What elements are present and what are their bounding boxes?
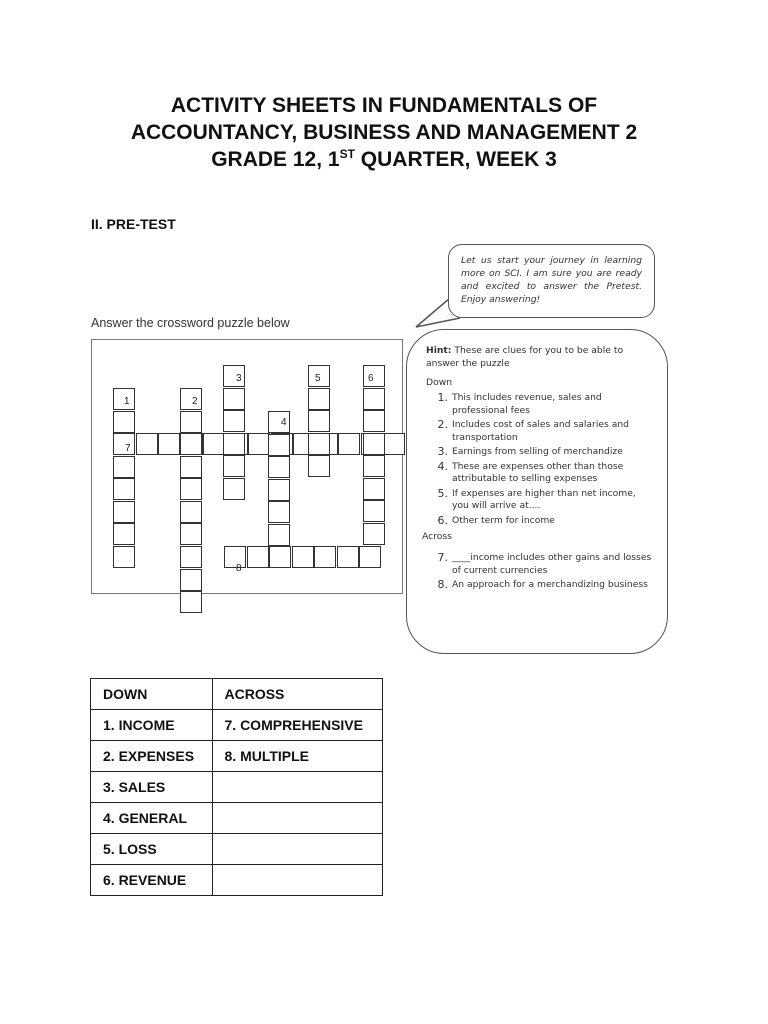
- hint-across-heading: Across: [422, 531, 452, 542]
- crossword-cell[interactable]: [248, 433, 270, 455]
- answer-table-cell: 8. MULTIPLE: [212, 741, 383, 772]
- clue-number: 7.: [437, 551, 448, 564]
- clue-item: [426, 392, 653, 417]
- answer-table-header: [91, 679, 383, 710]
- crossword-cell[interactable]: [180, 388, 202, 410]
- crossword-cell[interactable]: [268, 434, 290, 456]
- crossword-cell[interactable]: [359, 546, 381, 568]
- answer-table-row: [91, 865, 383, 896]
- clue-item: [426, 461, 653, 486]
- clue-item: [426, 419, 653, 444]
- clue-text: If expenses are higher than net income, you will arrive at....: [452, 487, 636, 511]
- answer-table-cell: [212, 834, 383, 865]
- crossword-cell[interactable]: [223, 410, 245, 432]
- crossword-clue-number: 8: [236, 563, 242, 574]
- crossword-cell[interactable]: [268, 524, 290, 546]
- crossword-cell[interactable]: [180, 456, 202, 478]
- crossword-cell[interactable]: [223, 478, 245, 500]
- crossword-cell[interactable]: [292, 546, 314, 568]
- clue-number: 6.: [437, 513, 448, 527]
- answer-table-cell: 6. REVENUE: [91, 865, 213, 896]
- crossword-cell[interactable]: [180, 591, 202, 613]
- speech-bubble-text: Let us start your journey in learning more on SCI. I am sure you are ready and excited to answer the Pretest. Enjoy answering!: [461, 255, 642, 305]
- crossword-cell[interactable]: [268, 456, 290, 478]
- title-line-3: [40, 146, 728, 173]
- crossword-cell[interactable]: [363, 410, 385, 432]
- answer-table-cell: 7. COMPREHENSIVE: [212, 710, 383, 741]
- clue-number: 8.: [437, 578, 448, 591]
- crossword-cell[interactable]: [363, 478, 385, 500]
- crossword-cell[interactable]: [247, 546, 269, 568]
- across-clue-list: [426, 552, 653, 592]
- title-superscript: ST: [339, 147, 355, 161]
- crossword-clue-number: 7: [125, 443, 131, 454]
- clue-text: ____income includes other gains and losses of current currencies: [452, 552, 652, 576]
- hint-down-heading: Down: [426, 377, 453, 388]
- crossword-cell[interactable]: [180, 523, 202, 545]
- crossword-cell[interactable]: [180, 478, 202, 500]
- clue-text: An approach for a merchandizing business: [452, 579, 648, 590]
- clue-number: 2.: [437, 418, 448, 431]
- clue-text: Other term for income: [452, 514, 555, 526]
- crossword-cell[interactable]: [363, 388, 385, 410]
- crossword-cell[interactable]: [268, 501, 290, 523]
- answer-table-cell: 1. INCOME: [91, 710, 213, 741]
- down-clue-list: [426, 392, 653, 527]
- crossword-cell[interactable]: [363, 433, 385, 455]
- crossword-cell[interactable]: [158, 433, 180, 455]
- title-line-3-prefix: GRADE 12, 1: [211, 148, 340, 171]
- clue-text: These are expenses other than those attributable to selling expenses: [452, 460, 624, 484]
- title-line-1: ACTIVITY SHEETS IN FUNDAMENTALS OF: [170, 94, 598, 117]
- crossword-cell[interactable]: [308, 410, 330, 432]
- crossword-cell[interactable]: [268, 479, 290, 501]
- crossword-puzzle: [91, 339, 403, 594]
- crossword-cell[interactable]: [180, 501, 202, 523]
- crossword-clue-number: 5: [315, 373, 321, 384]
- answer-table-cell: [212, 803, 383, 834]
- clue-text: Includes cost of sales and salaries and transportation: [452, 419, 630, 443]
- crossword-cell[interactable]: [113, 523, 135, 545]
- hint-box: [406, 329, 668, 654]
- crossword-cell[interactable]: [223, 433, 245, 455]
- clue-number: 4.: [437, 459, 448, 473]
- crossword-cell[interactable]: [383, 433, 405, 455]
- crossword-clue-number: 3: [236, 373, 242, 384]
- crossword-cell[interactable]: [223, 388, 245, 410]
- clue-number: 5.: [437, 486, 448, 500]
- crossword-cell[interactable]: [113, 456, 135, 478]
- crossword-cell[interactable]: [363, 523, 385, 545]
- crossword-cell[interactable]: [269, 546, 291, 568]
- clue-number: 1.: [437, 391, 448, 404]
- crossword-cell[interactable]: [180, 433, 202, 455]
- answer-table-cell: 2. EXPENSES: [91, 741, 213, 772]
- clue-number: 3.: [437, 445, 448, 458]
- answer-table-cell: [212, 865, 383, 896]
- answer-table-cell: [212, 772, 383, 803]
- crossword-cell[interactable]: [113, 411, 135, 433]
- speech-bubble: [448, 244, 655, 318]
- puzzle-instruction: Answer the crossword puzzle below: [91, 316, 290, 330]
- crossword-cell[interactable]: [314, 546, 336, 568]
- crossword-cell[interactable]: [308, 455, 330, 477]
- answer-table-cell: 4. GENERAL: [91, 803, 213, 834]
- answer-table-row: [91, 741, 383, 772]
- answer-table: [90, 678, 383, 896]
- crossword-cell[interactable]: [136, 433, 158, 455]
- clue-text: This includes revenue, sales and professional fees: [452, 392, 602, 416]
- hint-label: Hint:: [426, 345, 452, 356]
- answer-table-cell: 3. SALES: [91, 772, 213, 803]
- crossword-cell[interactable]: [180, 411, 202, 433]
- clue-item: [426, 488, 653, 513]
- crossword-cell[interactable]: [224, 546, 246, 568]
- answer-table-row: [91, 772, 383, 803]
- crossword-cell[interactable]: [203, 433, 225, 455]
- crossword-cell[interactable]: [113, 546, 135, 568]
- answer-table-header-cell: ACROSS: [212, 679, 383, 710]
- title-line-2: ACCOUNTANCY, BUSINESS AND MANAGEMENT 2: [130, 121, 638, 144]
- clue-item: [426, 552, 653, 577]
- crossword-clue-number: 6: [368, 373, 374, 384]
- title-line-3-suffix: QUARTER, WEEK 3: [354, 148, 557, 171]
- answer-table-row: [91, 710, 383, 741]
- crossword-cell[interactable]: [363, 365, 385, 387]
- crossword-clue-number: 4: [281, 417, 287, 428]
- crossword-cell[interactable]: [180, 569, 202, 591]
- crossword-cell[interactable]: [338, 433, 360, 455]
- crossword-clue-number: 1: [124, 396, 130, 407]
- crossword-cell[interactable]: [223, 455, 245, 477]
- crossword-cell[interactable]: [308, 388, 330, 410]
- crossword-cell[interactable]: [113, 478, 135, 500]
- hint-intro-text: These are clues for you to be able to answer the puzzle: [426, 345, 624, 369]
- crossword-cell[interactable]: [363, 500, 385, 522]
- crossword-cell[interactable]: [180, 546, 202, 568]
- crossword-cell[interactable]: [337, 546, 359, 568]
- clue-item: [426, 579, 653, 592]
- clue-item: [426, 446, 653, 459]
- clue-item: [426, 515, 653, 528]
- crossword-clue-number: 2: [192, 396, 198, 407]
- hint-intro: [426, 344, 653, 370]
- crossword-cell[interactable]: [113, 501, 135, 523]
- answer-table-row: [91, 803, 383, 834]
- clue-text: Earnings from selling of merchandize: [452, 446, 623, 457]
- section-title: II. PRE-TEST: [91, 216, 176, 232]
- crossword-cell[interactable]: [308, 433, 330, 455]
- crossword-cell[interactable]: [363, 455, 385, 477]
- page-title: [40, 92, 728, 173]
- crossword-cell[interactable]: [113, 433, 135, 455]
- answer-table-row: [91, 834, 383, 865]
- answer-table-cell: 5. LOSS: [91, 834, 213, 865]
- answer-table-header-cell: DOWN: [91, 679, 213, 710]
